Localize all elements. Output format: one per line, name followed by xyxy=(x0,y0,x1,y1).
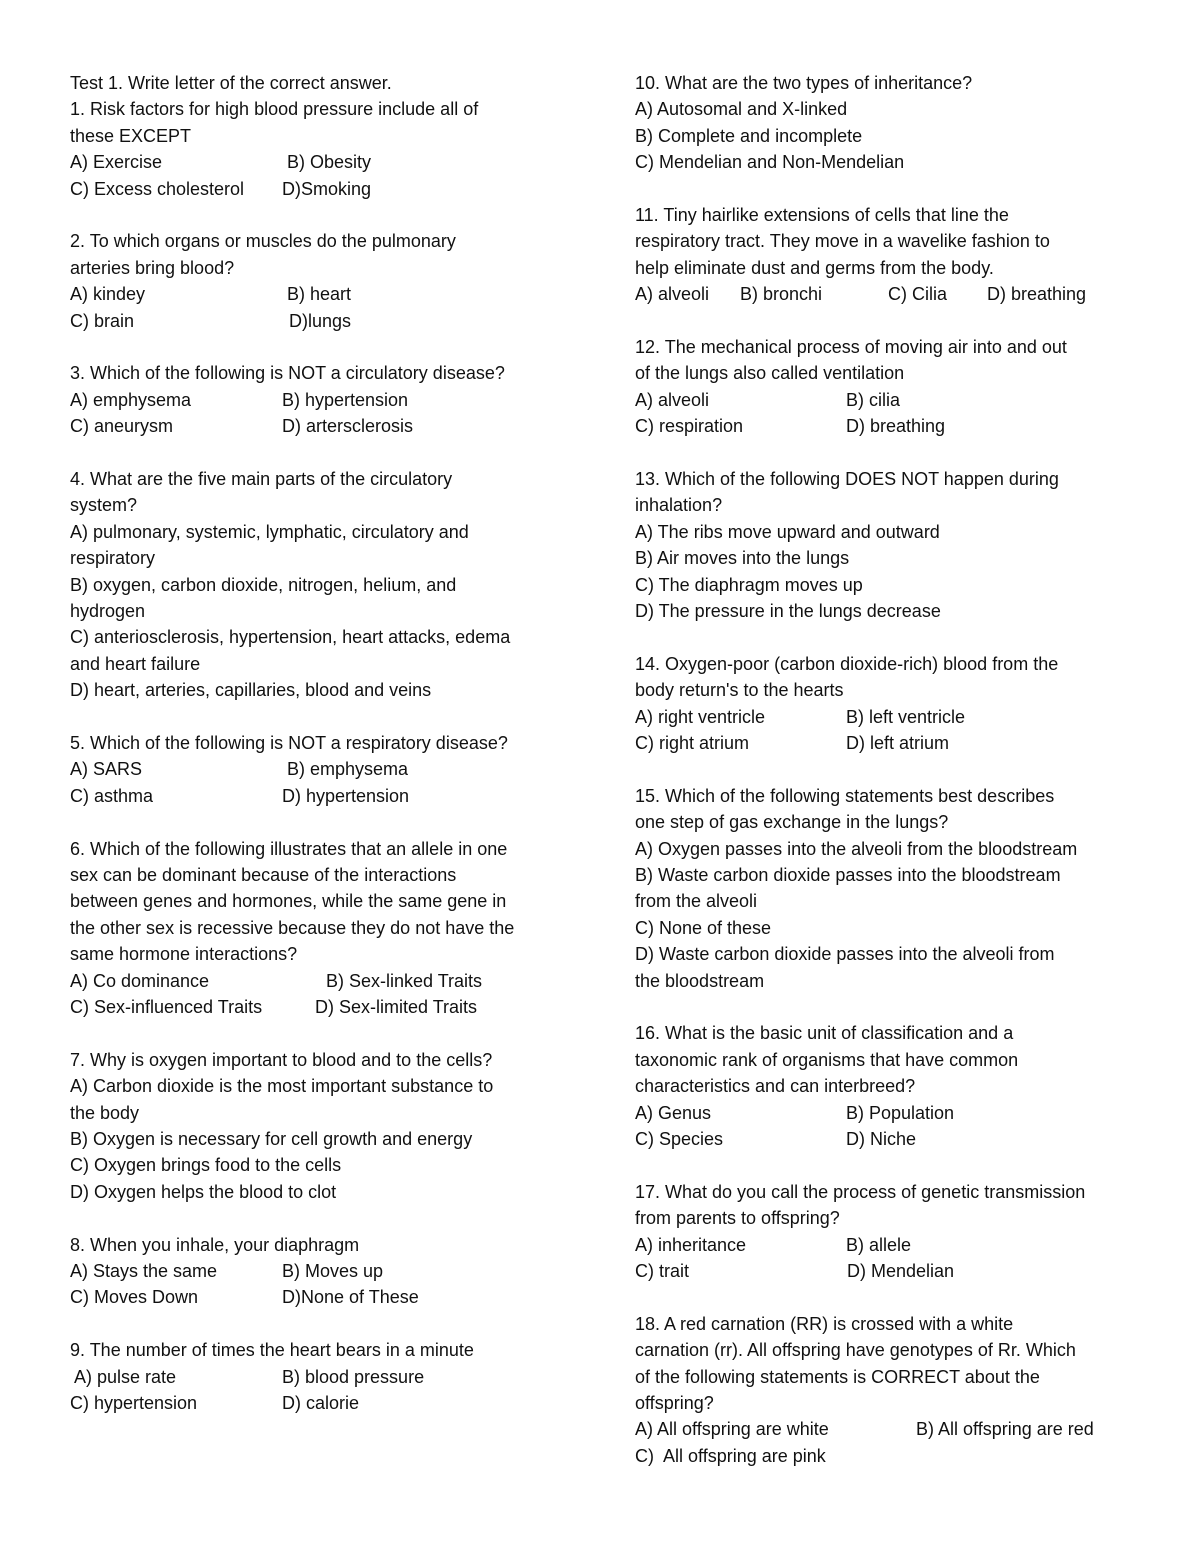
options-row xyxy=(635,1100,1135,1126)
question-stem: 18. A red carnation (RR) is crossed with a white xyxy=(635,1313,1014,1334)
question-stem: the other sex is recessive because they do not have the xyxy=(70,917,515,938)
option-b: B) Moves up xyxy=(282,1261,384,1282)
question-stem: 1. Risk factors for high blood pressure include all of xyxy=(70,99,479,120)
question-stem: 3. Which of the following is NOT a circulatory disease? xyxy=(70,363,505,384)
question-4 xyxy=(70,466,570,704)
question-stem: 17. What do you call the process of genetic transmission xyxy=(635,1181,1086,1202)
question-15 xyxy=(635,783,1135,994)
options-row xyxy=(70,994,570,1020)
option-b: B) bronchi xyxy=(740,284,823,305)
option-a: A) SARS xyxy=(70,759,143,780)
option-line: C) anteriosclerosis, hypertension, heart attacks, edema xyxy=(70,627,511,648)
question-6 xyxy=(70,836,570,1021)
option-b: B) heart xyxy=(287,284,352,305)
option-line: and heart failure xyxy=(70,653,201,674)
question-stem: same hormone interactions? xyxy=(70,944,298,965)
question-stem: carnation (rr). All offspring have genotypes of Rr. Which xyxy=(635,1340,1076,1361)
option-c: C) All offspring are pink xyxy=(635,1445,826,1466)
options-row xyxy=(635,704,1135,730)
options-row xyxy=(70,149,570,175)
option-a: A) pulse rate xyxy=(70,1366,177,1387)
option-a: A) Genus xyxy=(635,1102,712,1123)
question-stem: 4. What are the five main parts of the circulatory xyxy=(70,468,453,489)
option-d: D) hypertension xyxy=(282,785,410,806)
options-row xyxy=(635,387,1135,413)
question-stem: taxonomic rank of organisms that have common xyxy=(635,1049,1019,1070)
question-stem: offspring? xyxy=(635,1393,714,1414)
option-a: A) emphysema xyxy=(70,389,192,410)
options-row xyxy=(70,413,570,439)
options-row xyxy=(70,176,570,202)
question-stem: respiratory tract. They move in a wavelike fashion to xyxy=(635,231,1050,252)
option-line: B) Air moves into the lungs xyxy=(635,548,850,569)
options-row xyxy=(70,1364,570,1390)
options-row xyxy=(635,1126,1135,1152)
option-b: B) left ventricle xyxy=(846,706,966,727)
options-row xyxy=(70,756,570,782)
question-stem: characteristics and can interbreed? xyxy=(635,1076,916,1097)
option-b: B) hypertension xyxy=(282,389,409,410)
question-stem: between genes and hormones, while the same gene in xyxy=(70,891,507,912)
option-line: the body xyxy=(70,1102,140,1123)
option-line: the bloodstream xyxy=(635,970,765,991)
question-stem: 15. Which of the following statements best describes xyxy=(635,785,1055,806)
option-b: B) All offspring are red xyxy=(916,1419,1094,1440)
option-d: D) Mendelian xyxy=(847,1261,955,1282)
option-c: C) right atrium xyxy=(635,733,750,754)
question-stem: 16. What is the basic unit of classification and a xyxy=(635,1023,1014,1044)
question-stem: 7. Why is oxygen important to blood and to the cells? xyxy=(70,1049,493,1070)
option-line: C) Oxygen brings food to the cells xyxy=(70,1155,342,1176)
option-c: C) Cilia xyxy=(888,284,948,305)
option-b: B) cilia xyxy=(846,389,901,410)
option-c: C) hypertension xyxy=(70,1392,198,1413)
question-13 xyxy=(635,466,1135,624)
question-stem: 10. What are the two types of inheritance? xyxy=(635,73,973,93)
question-10 xyxy=(635,70,1135,176)
option-d: D)lungs xyxy=(289,310,352,331)
option-line: from the alveoli xyxy=(635,891,758,912)
option-a: A) Stays the same xyxy=(70,1261,218,1282)
option-line: A) pulmonary, systemic, lymphatic, circulatory and xyxy=(70,521,469,542)
option-line: D) Waste carbon dioxide passes into the alveoli from xyxy=(635,944,1055,965)
question-stem: of the following statements is CORRECT about the xyxy=(635,1366,1040,1387)
question-18 xyxy=(635,1311,1135,1469)
question-7 xyxy=(70,1047,570,1205)
question-stem: 12. The mechanical process of moving air into and out xyxy=(635,337,1067,358)
option-line: A) Autosomal and X-linked xyxy=(635,99,848,120)
question-17 xyxy=(635,1179,1135,1285)
question-5 xyxy=(70,730,570,809)
options-row xyxy=(635,281,1135,307)
option-line: B) Complete and incomplete xyxy=(635,125,863,146)
option-a: A) inheritance xyxy=(635,1234,747,1255)
option-c: C) Excess cholesterol xyxy=(70,178,245,199)
option-line: C) None of these xyxy=(635,917,772,938)
question-1 xyxy=(70,96,570,202)
option-c: C) Sex-influenced Traits xyxy=(70,997,263,1017)
question-stem: help eliminate dust and germs from the body. xyxy=(635,257,994,278)
question-11 xyxy=(635,202,1135,308)
options-row xyxy=(70,783,570,809)
question-stem: arteries bring blood? xyxy=(70,257,235,278)
options-row xyxy=(70,281,570,307)
options-row xyxy=(70,1390,570,1416)
question-stem: 11. Tiny hairlike extensions of cells that line the xyxy=(635,205,1009,226)
option-line: A) The ribs move upward and outward xyxy=(635,521,940,542)
options-row xyxy=(70,1284,570,1310)
option-a: A) alveoli xyxy=(635,389,710,410)
option-c: C) asthma xyxy=(70,785,154,806)
options-row xyxy=(635,1232,1135,1258)
option-d: D) left atrium xyxy=(846,733,950,754)
question-9 xyxy=(70,1337,570,1416)
option-a: A) right ventricle xyxy=(635,706,766,727)
question-stem: sex can be dominant because of the interactions xyxy=(70,864,457,885)
option-line: A) Carbon dioxide is the most important substance to xyxy=(70,1076,494,1097)
option-line: C) Mendelian and Non-Mendelian xyxy=(635,152,905,173)
instruction: Test 1. Write letter of the correct answer. xyxy=(70,73,392,93)
options-row xyxy=(635,1416,1135,1442)
option-line: B) oxygen, carbon dioxide, nitrogen, helium, and xyxy=(70,574,457,595)
question-16 xyxy=(635,1020,1135,1152)
option-c: C) Moves Down xyxy=(70,1287,199,1308)
option-d: D) breathing xyxy=(987,284,1087,305)
option-d: D) calorie xyxy=(282,1392,360,1413)
option-c: C) Species xyxy=(635,1129,724,1150)
option-a: A) alveoli xyxy=(635,284,710,305)
option-b: B) Sex-linked Traits xyxy=(326,970,483,991)
option-line: respiratory xyxy=(70,548,156,569)
option-line: A) Oxygen passes into the alveoli from the bloodstream xyxy=(635,838,1078,859)
option-d: D) artersclerosis xyxy=(282,416,414,437)
option-d: D) breathing xyxy=(846,416,946,437)
option-d: D)Smoking xyxy=(282,178,372,199)
question-stem: of the lungs also called ventilation xyxy=(635,363,905,384)
question-stem: these EXCEPT xyxy=(70,125,192,146)
option-b: B) blood pressure xyxy=(282,1366,425,1387)
options-row xyxy=(70,387,570,413)
option-line: B) Waste carbon dioxide passes into the bloodstream xyxy=(635,865,1061,886)
question-stem: 5. Which of the following is NOT a respiratory disease? xyxy=(70,733,508,753)
question-stem: body return's to the hearts xyxy=(635,680,844,701)
option-line: hydrogen xyxy=(70,600,146,621)
option-line: D) The pressure in the lungs decrease xyxy=(635,601,941,622)
option-c: C) brain xyxy=(70,310,135,331)
question-stem: 14. Oxygen-poor (carbon dioxide-rich) blood from the xyxy=(635,653,1059,674)
option-c: C) aneurysm xyxy=(70,416,174,437)
option-c: C) trait xyxy=(635,1261,689,1282)
question-stem: 6. Which of the following illustrates that an allele in one xyxy=(70,838,508,859)
question-stem: 8. When you inhale, your diaphragm xyxy=(70,1234,360,1255)
option-a: A) All offspring are white xyxy=(635,1419,829,1440)
option-line: B) Oxygen is necessary for cell growth and energy xyxy=(70,1129,473,1149)
option-b: B) Obesity xyxy=(287,152,372,173)
options-row xyxy=(635,730,1135,756)
option-b: B) allele xyxy=(846,1234,912,1255)
option-d: D) Niche xyxy=(846,1129,917,1150)
question-stem: 2. To which organs or muscles do the pulmonary xyxy=(70,231,456,252)
option-a: A) Co dominance xyxy=(70,970,210,991)
question-stem: 13. Which of the following DOES NOT happen during xyxy=(635,469,1059,489)
left-column xyxy=(70,70,570,1443)
question-stem: 9. The number of times the heart bears in a minute xyxy=(70,1340,474,1361)
option-c: C) respiration xyxy=(635,416,744,437)
option-line: D) heart, arteries, capillaries, blood and veins xyxy=(70,680,432,701)
question-12 xyxy=(635,334,1135,440)
options-row xyxy=(635,413,1135,439)
option-line: C) The diaphragm moves up xyxy=(635,574,863,595)
question-2 xyxy=(70,228,570,334)
options-row xyxy=(70,1258,570,1284)
options-row xyxy=(70,968,570,994)
question-stem: inhalation? xyxy=(635,495,723,516)
question-14 xyxy=(635,651,1135,757)
option-b: B) Population xyxy=(846,1102,955,1123)
question-stem: system? xyxy=(70,495,138,516)
option-b: B) emphysema xyxy=(287,759,409,780)
option-a: A) Exercise xyxy=(70,152,163,173)
right-column xyxy=(635,70,1135,1496)
question-stem: one step of gas exchange in the lungs? xyxy=(635,812,949,833)
options-row xyxy=(70,308,570,334)
options-row xyxy=(635,1258,1135,1284)
option-line: D) Oxygen helps the blood to clot xyxy=(70,1181,337,1202)
question-stem: from parents to offspring? xyxy=(635,1208,840,1229)
option-d: D)None of These xyxy=(282,1287,419,1308)
question-8 xyxy=(70,1232,570,1311)
option-d: D) Sex-limited Traits xyxy=(315,997,478,1017)
question-3 xyxy=(70,360,570,439)
option-a: A) kindey xyxy=(70,284,146,305)
